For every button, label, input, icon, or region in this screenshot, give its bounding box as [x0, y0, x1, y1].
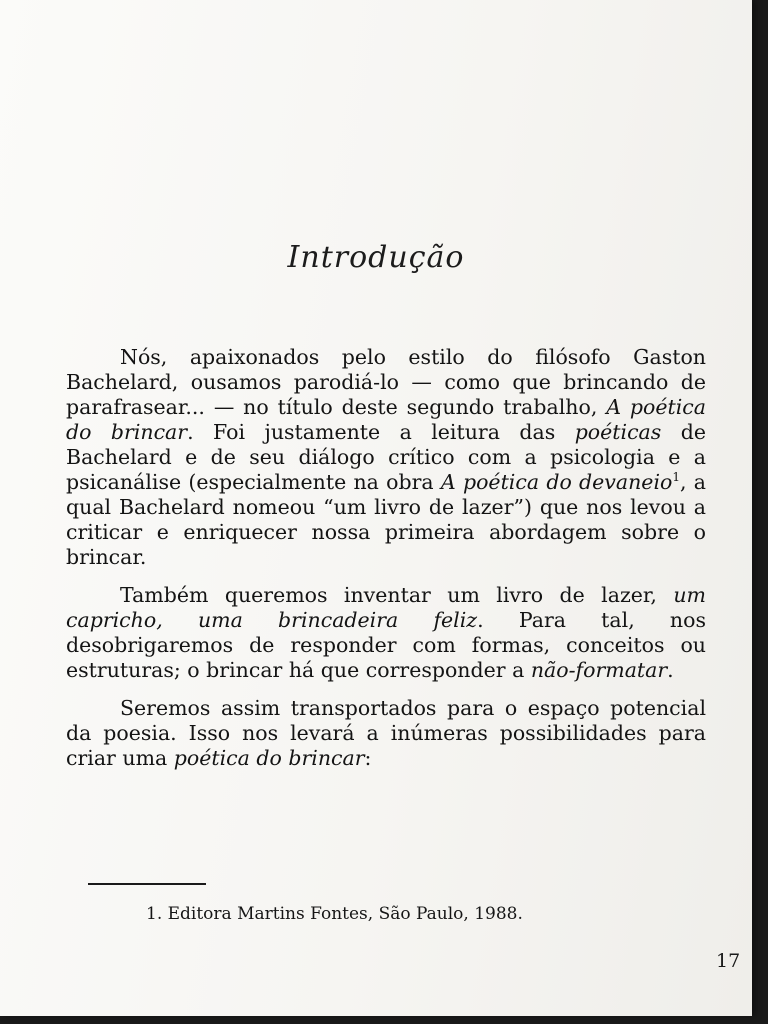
text-run: . Foi justamente a leitura das — [187, 420, 575, 444]
text-run: Seremos assim transportados para o espaço potencial da poesia. Isso nos levará a inúmeras possibilidades para criar uma — [66, 696, 706, 770]
text-run: Nós, apaixonados pelo estilo do filósofo Gaston Bachelard, ousamos parodiá-lo — como que brincando de parafrasear... — no título deste segundo trabalho, — [66, 345, 706, 419]
footnote: 1. Editora Martins Fontes, São Paulo, 1988. — [146, 904, 523, 924]
text-run: . — [667, 658, 674, 682]
italic-text: A poética do devaneio — [440, 470, 673, 494]
paragraph-1 — [66, 345, 706, 570]
italic-text: poéticas — [574, 420, 662, 444]
text-run: de Bachelard e de seu diálogo crítico com a psicologia e a psicanálise (especialmente na obra — [66, 420, 706, 494]
body-text — [66, 345, 706, 784]
footnote-divider — [88, 883, 206, 885]
footnote-reference: 1 — [672, 470, 680, 485]
italic-text: um capricho, uma brincadeira feliz — [66, 583, 706, 632]
italic-text: não-formatar — [530, 658, 668, 682]
text-run: Também queremos inventar um livro de lazer, — [120, 583, 674, 607]
text-run: , a qual Bachelard nomeou “um livro de lazer”) que nos levou a criticar e enriquecer nossa primeira abordagem sobre o brincar. — [66, 470, 706, 569]
paragraph-2 — [66, 583, 706, 683]
text-run: : — [364, 746, 372, 770]
italic-text: poética do brincar — [173, 746, 365, 770]
paragraph-3 — [66, 696, 706, 771]
text-run: . Para tal, nos desobrigaremos de responder com formas, conceitos ou estruturas; o brincar há que corresponder a — [66, 608, 706, 682]
chapter-title: Introdução — [287, 240, 465, 275]
italic-text: A poética do brincar — [66, 395, 706, 444]
page-number: 17 — [716, 950, 741, 972]
